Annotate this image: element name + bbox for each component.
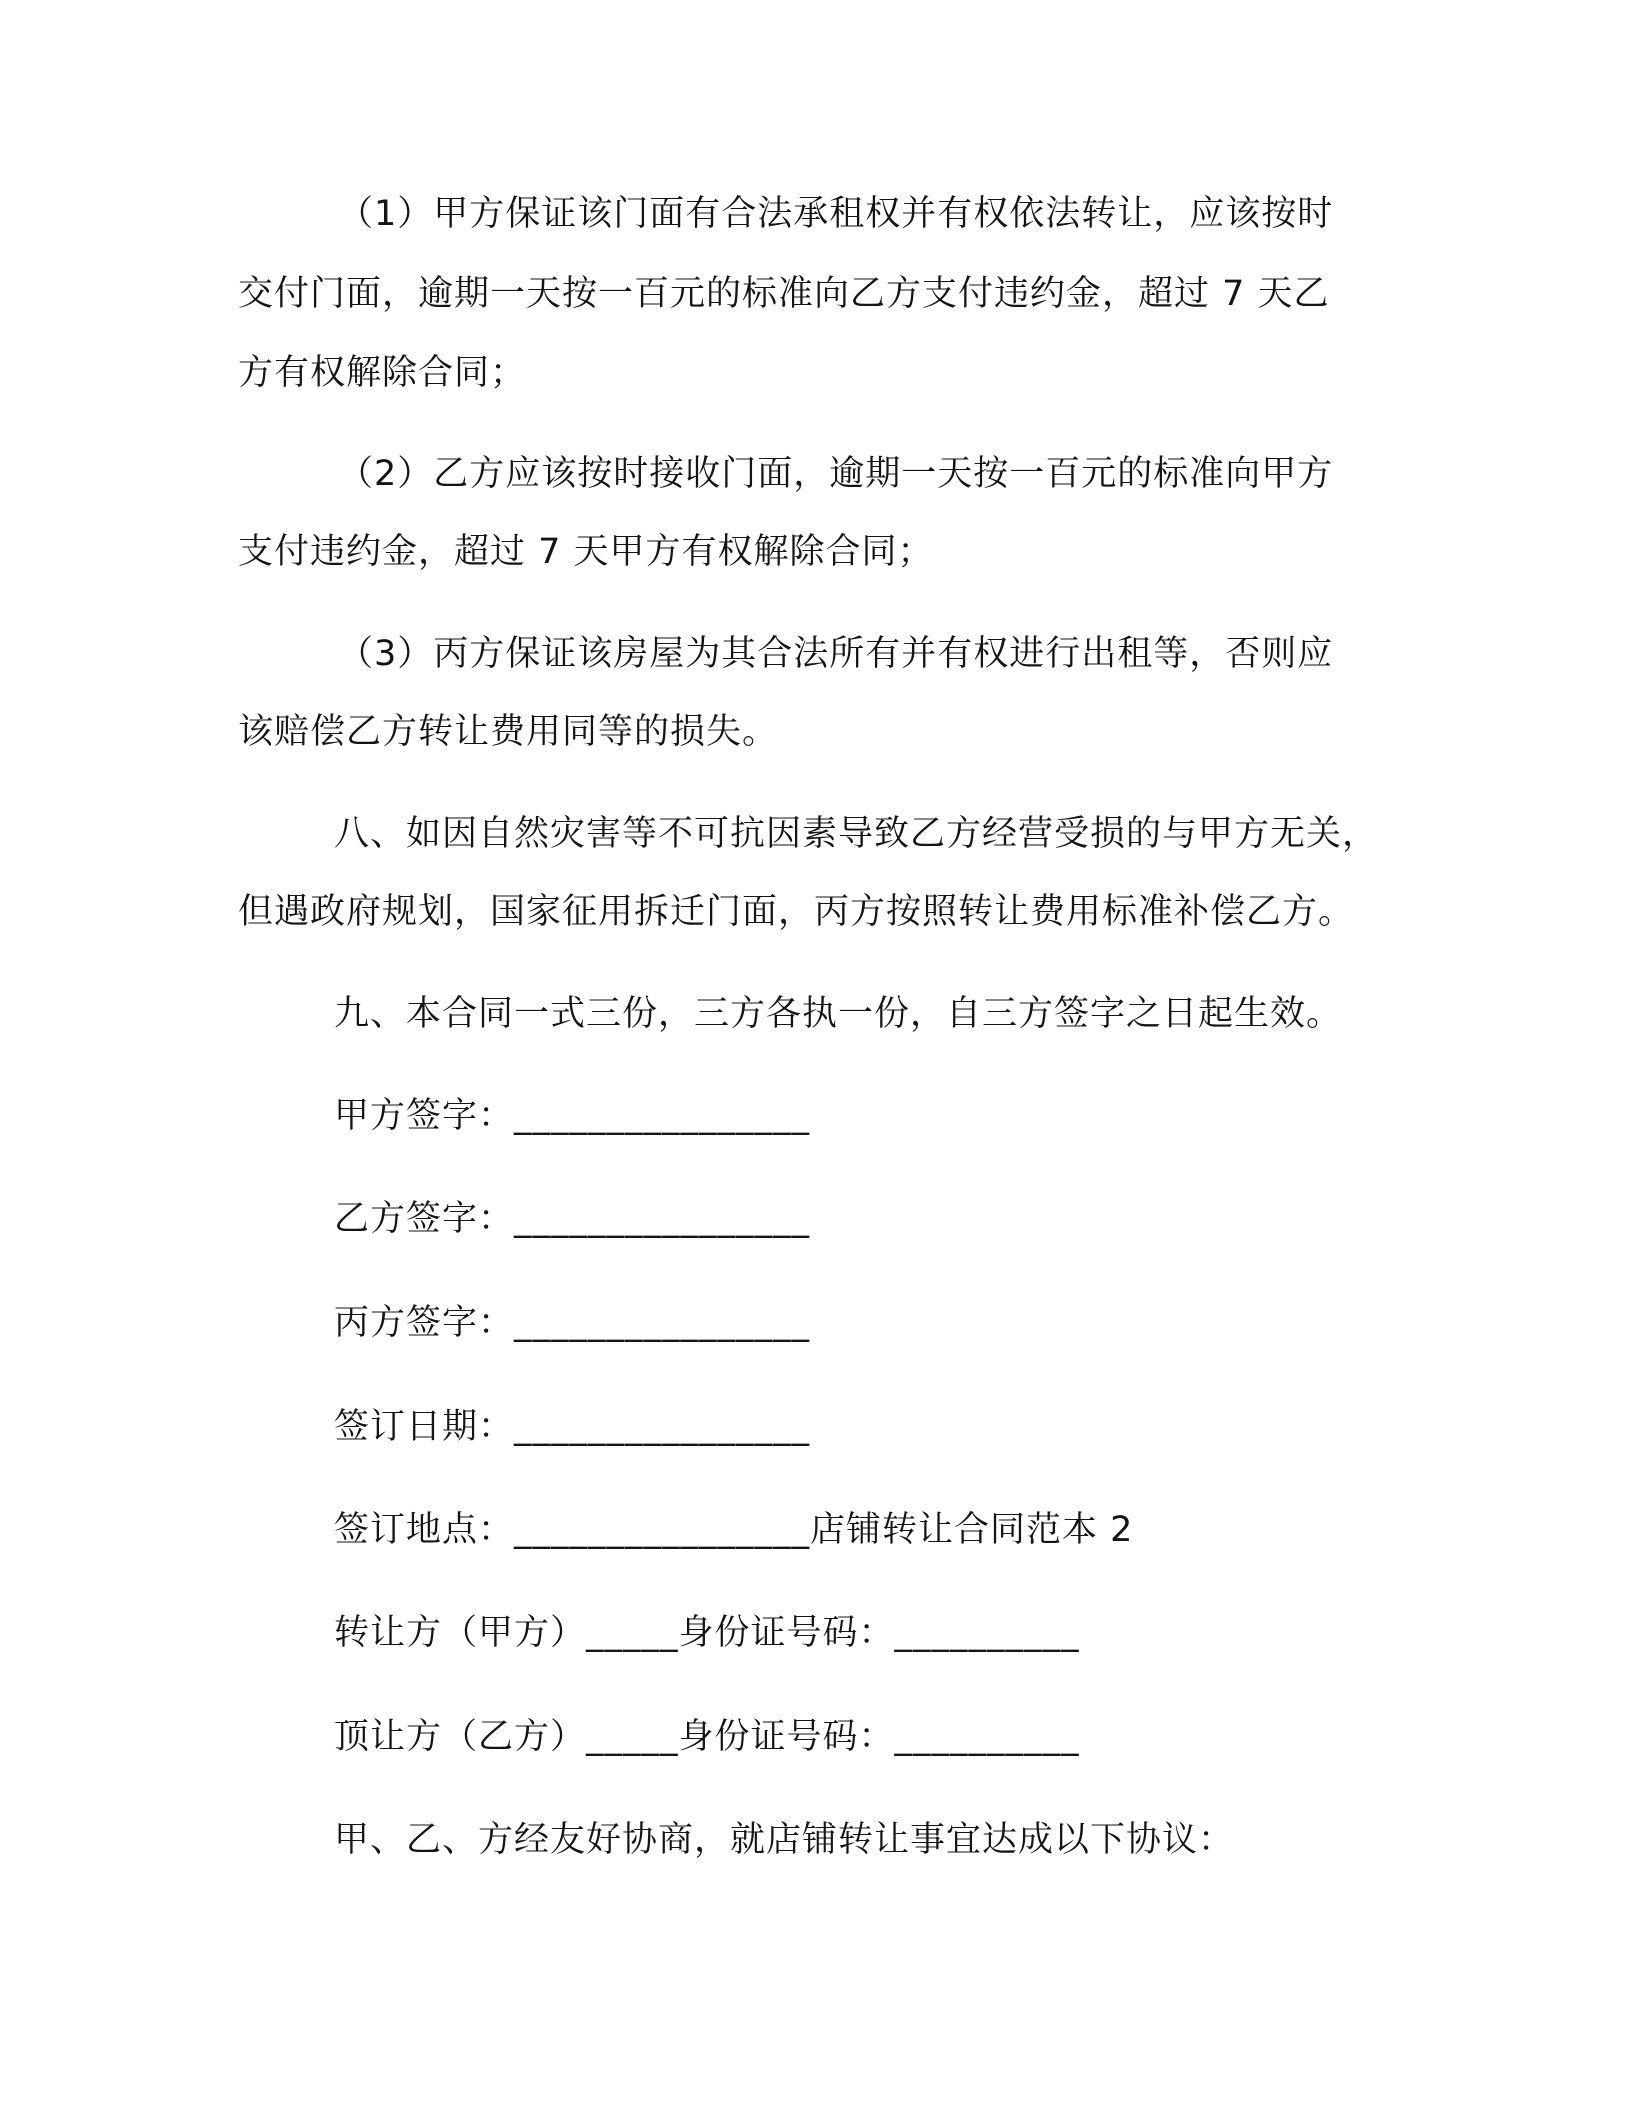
agreement-intro: 甲、乙、方经友好协商，就店铺转让事宜达成以下协议： — [334, 1820, 1235, 1860]
signing-date: 签订日期：________________ — [334, 1407, 811, 1447]
clause-8-line-1: 八、如因自然灾害等不可抗因素导致乙方经营受损的与甲方无关， — [334, 814, 1379, 854]
transferor-line: 转让方（甲方）_____身份证号码：__________ — [334, 1613, 1080, 1653]
signature-party-a: 甲方签字：________________ — [334, 1096, 811, 1136]
clause-8-line-2: 但遇政府规划，国家征用拆迁门面，丙方按照转让费用标准补偿乙方。 — [238, 892, 1355, 932]
transferee-line: 顶让方（乙方）_____身份证号码：__________ — [334, 1717, 1080, 1757]
clause-7-item-2-line-1: （2）乙方应该按时接收门面，逾期一天按一百元的标准向甲方 — [338, 454, 1334, 494]
clause-7-item-1-line-3: 方有权解除合同； — [238, 353, 527, 393]
clause-7-item-3-line-2: 该赔偿乙方转让费用同等的损失。 — [238, 712, 779, 752]
signing-place: 签订地点：________________店铺转让合同范本 2 — [334, 1510, 1134, 1550]
signature-party-c: 丙方签字：________________ — [334, 1303, 811, 1343]
clause-7-item-3-line-1: （3）丙方保证该房屋为其合法所有并有权进行出租等，否则应 — [338, 634, 1334, 674]
signature-party-b: 乙方签字：________________ — [334, 1199, 811, 1239]
clause-7-item-2-line-2: 支付违约金，超过 7 天甲方有权解除合同； — [238, 532, 934, 572]
clause-7-item-1-line-2: 交付门面，逾期一天按一百元的标准向乙方支付违约金，超过 7 天乙 — [238, 274, 1330, 314]
clause-9: 九、本合同一式三份，三方各执一份，自三方签字之日起生效。 — [334, 994, 1343, 1034]
clause-7-item-1-line-1: （1）甲方保证该门面有合法承租权并有权依法转让，应该按时 — [338, 194, 1334, 234]
